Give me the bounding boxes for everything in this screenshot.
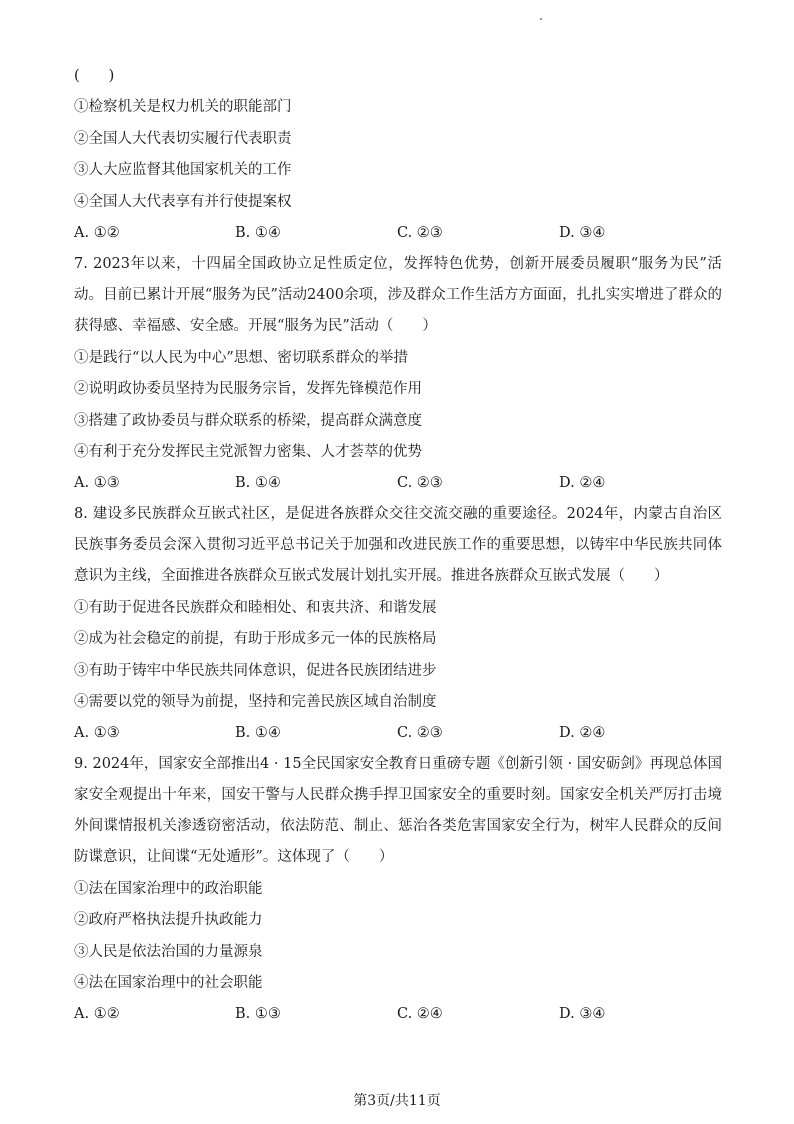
- q8-item-2: ②成为社会稳定的前提，有助于形成多元一体的民族格局: [74, 631, 437, 647]
- q8-stem: 8. 建设多民族群众互嵌式社区，是促进各族群众交往交流交融的重要途径。2024年，内蒙古自治区民族事务委员会深入贯彻习近平总书记关于加强和改进民族工作的重要思想，以铸牢中华民族共同体意识为主线，全面推进各族群众互嵌式发展计划扎实开展。推进各族群众互嵌式发展（ ）: [74, 506, 722, 584]
- q6-item-3: ③人大应监督其他国家机关的工作: [74, 162, 292, 178]
- q7-item-3: ③搭建了政协委员与群众联系的桥梁，提高群众满意度: [74, 413, 422, 429]
- q8-option-b: B. ①④: [235, 725, 281, 741]
- q8-option-c: C. ②③: [397, 725, 443, 741]
- q7-option-d: D. ②④: [559, 475, 606, 491]
- page-number: 第3页/共11页: [353, 1093, 441, 1109]
- q7-stem: 7. 2023年以来，十四届全国政协立足性质定位，发挥特色优势，创新开展委员履职“服务为民”活动。目前已累计开展“服务为民”活动2400余项，涉及群众工作生活方方面面，扎扎实实增进了群众的获得感、幸福感、安全感。开展“服务为民”活动（ ）: [74, 256, 722, 334]
- q7-item-4: ④有利于充分发挥民主党派智力密集、人才荟萃的优势: [74, 444, 422, 460]
- q6-item-4: ④全国人大代表享有并行使提案权: [74, 194, 292, 210]
- q9-option-d: D. ③④: [559, 1006, 606, 1022]
- q8-item-4: ④需要以党的领导为前提，坚持和完善民族区域自治制度: [74, 694, 437, 710]
- q6-item-1: ①检察机关是权力机关的职能部门: [74, 99, 292, 115]
- q7-item-2: ②说明政协委员坚持为民服务宗旨，发挥先锋模范作用: [74, 381, 422, 397]
- q8-option-a: A. ①③: [74, 725, 120, 741]
- q7-option-c: C. ②③: [397, 475, 443, 491]
- q9-item-4: ④法在国家治理中的社会职能: [74, 975, 263, 991]
- q9-item-2: ②政府严格执法提升执政能力: [74, 912, 263, 928]
- q9-option-a: A. ①②: [74, 1006, 120, 1022]
- q6-answer-blank: ( ): [74, 68, 115, 84]
- q6-option-c: C. ②③: [397, 225, 443, 241]
- q9-option-b: B. ①③: [235, 1006, 281, 1022]
- q7-option-a: A. ①③: [74, 475, 120, 491]
- q6-option-a: A. ①②: [74, 225, 120, 241]
- q9-item-1: ①法在国家治理中的政治职能: [74, 881, 263, 897]
- q8-option-d: D. ②④: [559, 725, 606, 741]
- q9-stem: 9. 2024年，国家安全部推出4 · 15全民国家安全教育日重磅专题《创新引领 · 国安砺剑》再现总体国家安全观提出十年来，国安干警与人民群众携手捍卫国家安全的重要时刻。国家安全机关严厉打击境外间谍情报机关渗透窃密活动，依法防范、制止、惩治各类危害国家安全行为，树牢人民群众的反间防谍意识，让间谍“无处遁形”。这体现了（ ）: [74, 756, 722, 865]
- q8-item-1: ①有助于促进各民族群众和睦相处、和衷共济、和谐发展: [74, 600, 437, 616]
- q9-option-c: C. ②④: [397, 1006, 443, 1022]
- q9-item-3: ③人民是依法治国的力量源泉: [74, 944, 263, 960]
- q8-item-3: ③有助于铸牢中华民族共同体意识，促进各民族团结进步: [74, 663, 437, 679]
- q7-item-1: ①是践行“以人民为中心”思想、密切联系群众的举措: [74, 350, 408, 366]
- q6-item-2: ②全国人大代表切实履行代表职责: [74, 131, 292, 147]
- q6-option-b: B. ①④: [235, 225, 281, 241]
- q7-option-b: B. ①④: [235, 475, 281, 491]
- scan-speck: [540, 18, 542, 20]
- q6-option-d: D. ③④: [559, 225, 606, 241]
